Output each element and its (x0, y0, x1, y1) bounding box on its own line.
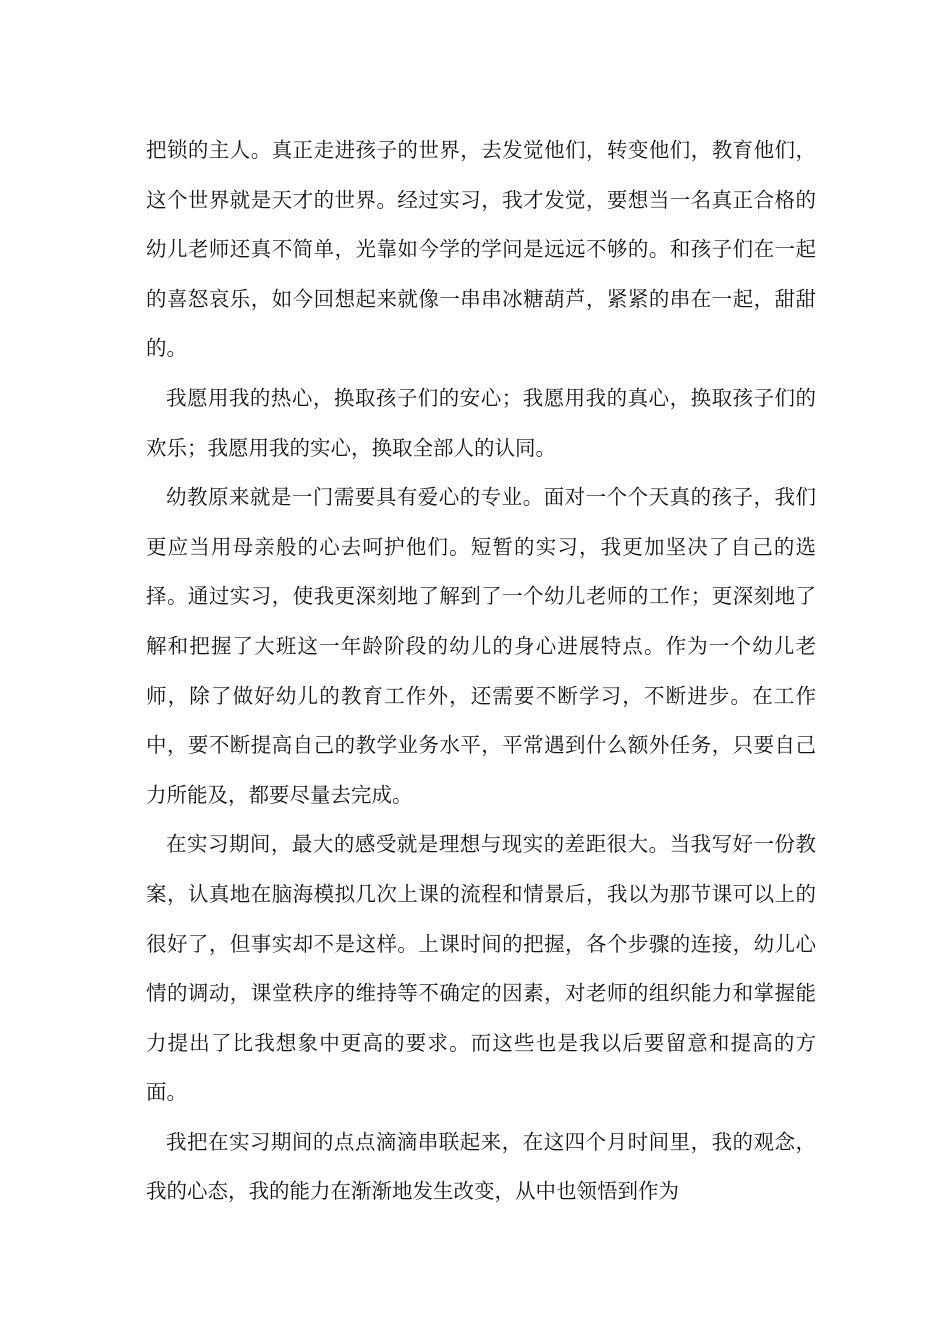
paragraph-reflection: 我把在实习期间的点点滴滴串联起来，在这四个月时间里，我的观念，我的心态，我的能力在渐渐地发生改变，从中也领悟到作为 (146, 1129, 816, 1204)
paragraph-wish: 我愿用我的热心，换取孩子们的安心；我愿用我的真心，换取孩子们的欢乐；我愿用我的实心，换取全部人的认同。 (146, 385, 816, 460)
paragraph-continuation: 把锁的主人。真正走进孩子的世界，去发觉他们，转变他们，教育他们，这个世界就是天才的世界。经过实习，我才发觉，要想当一名真正合格的幼儿老师还真不简单，光靠如今学的学问是远远不够的。和孩子们在一起的喜怒哀乐，如今回想起来就像一串串冰糖葫芦，紧紧的串在一起，甜甜的。 (146, 138, 816, 361)
paragraph-ideal-vs-reality: 在实习期间，最大的感受就是理想与现实的差距很大。当我写好一份教案，认真地在脑海模拟几次上课的流程和情景后，我以为那节课可以上的很好了，但事实却不是这样。上课时间的把握，各个步骤的连接，幼儿心情的调动，课堂秩序的维持等不确定的因素，对老师的组织能力和掌握能力提出了比我想象中更高的要求。而这些也是我以后要留意和提高的方面。 (146, 832, 816, 1105)
body-text (146, 126, 816, 1217)
paragraph-preschool-education: 幼教原来就是一门需要具有爱心的专业。面对一个个天真的孩子，我们更应当用母亲般的心去呵护他们。短暂的实习，我更加坚决了自己的选择。通过实习，使我更深刻地了解到了一个幼儿老师的工作；更深刻地了解和把握了大班这一年龄阶段的幼儿的身心进展特点。作为一个幼儿老师，除了做好幼儿的教育工作外，还需要不断学习，不断进步。在工作中，要不断提高自己的教学业务水平，平常遇到什么额外任务，只要自己力所能及，都要尽量去完成。 (146, 485, 816, 807)
